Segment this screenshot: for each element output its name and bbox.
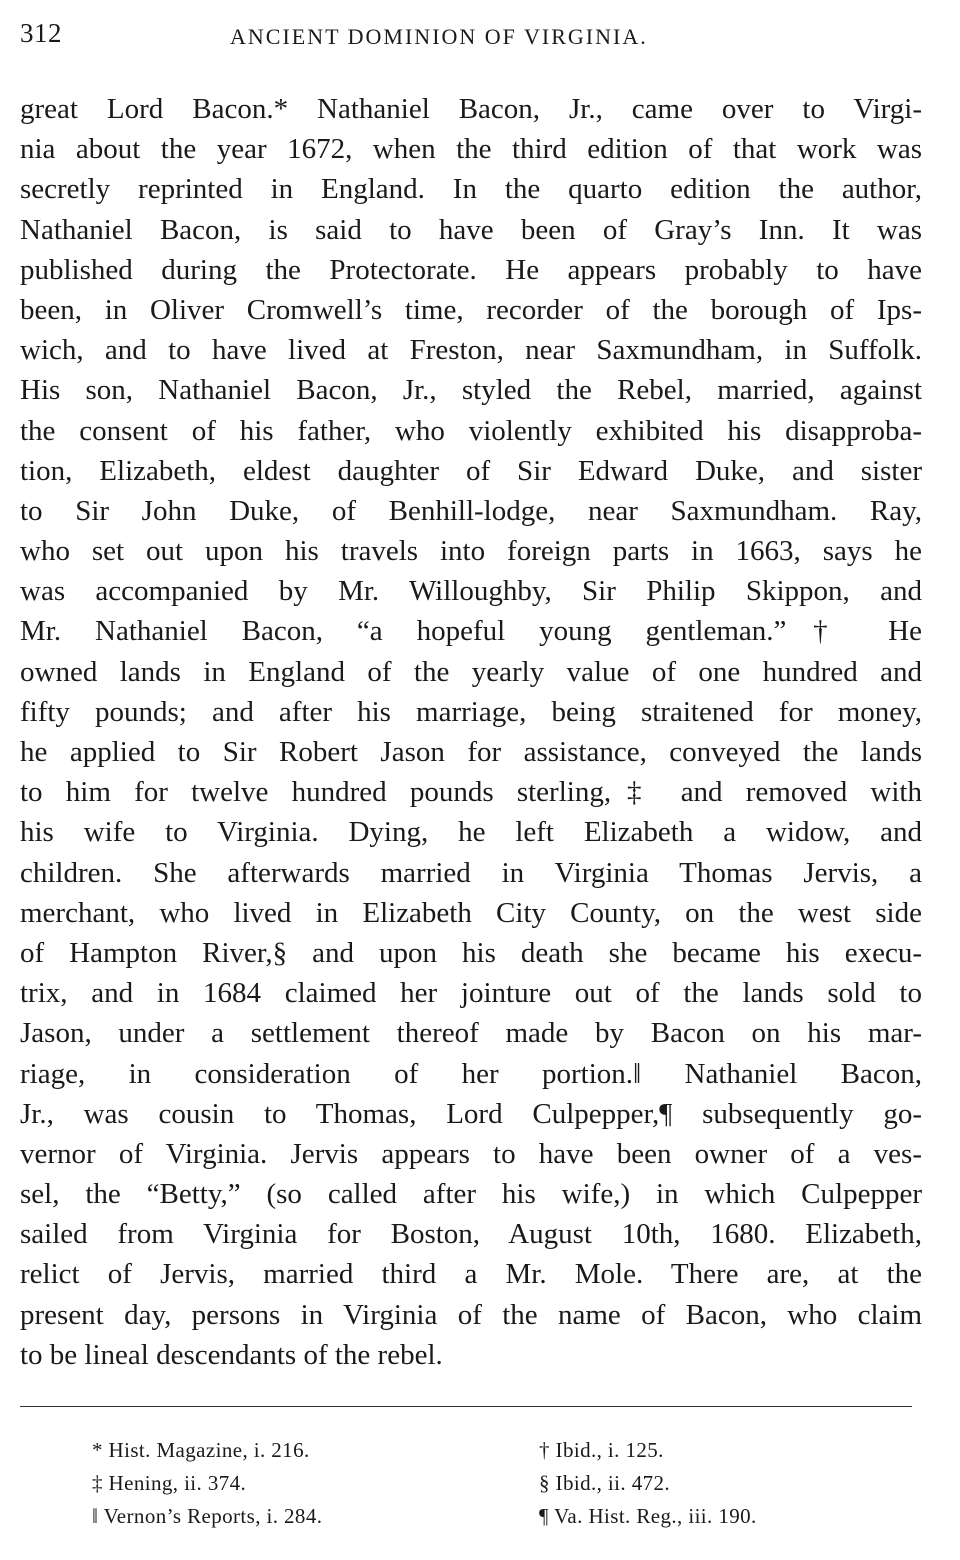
footnotes-left-column (92, 1434, 322, 1533)
text-line: to him for twelve hundred pounds sterling,‡ and removed with (20, 776, 922, 809)
footnote-parallel: ‖ Vernon’s Reports, i. 284. (92, 1504, 323, 1528)
text-line: children. She afterwards married in Virginia Thomas Jervis, a (20, 856, 922, 889)
text-line: of Hampton River,§ and upon his death she became his execu- (20, 936, 922, 969)
text-line: Mr. Nathaniel Bacon, “a hopeful young gentleman.”† He (20, 615, 922, 648)
text-line: sailed from Virginia for Boston, August 10th, 1680. Elizabeth, (20, 1218, 922, 1251)
text-line-last: to be lineal descendants of the rebel. (20, 1338, 443, 1371)
text-line: the consent of his father, who violently exhibited his disapproba- (20, 414, 922, 447)
footnote-pilcrow: ¶ Va. Hist. Reg., iii. 190. (539, 1504, 757, 1528)
text-line: Jason, under a settlement thereof made by Bacon on his mar- (20, 1017, 922, 1050)
footnotes-right-column (539, 1434, 757, 1533)
text-line: vernor of Virginia. Jervis appears to have been owner of a ves- (20, 1137, 922, 1170)
footnote-double-dagger: ‡ Hening, ii. 374. (92, 1471, 247, 1495)
text-line: trix, and in 1684 claimed her jointure out of the lands sold to (20, 977, 922, 1010)
footnote-divider (20, 1406, 912, 1407)
running-title: ANCIENT DOMINION OF VIRGINIA. (230, 24, 648, 49)
text-line: tion, Elizabeth, eldest daughter of Sir Edward Duke, and sister (20, 454, 922, 487)
text-line: been, in Oliver Cromwell’s time, recorder of the borough of Ips- (20, 293, 922, 326)
text-line: Nathaniel Bacon, is said to have been of Gray’s Inn. It was (20, 213, 922, 246)
text-line: merchant, who lived in Elizabeth City County, on the west side (20, 896, 922, 929)
text-line: sel, the “Betty,” (so called after his wife,) in which Culpepper (20, 1178, 922, 1211)
body-text (20, 89, 922, 1375)
text-line: wich, and to have lived at Freston, near Saxmundham, in Suffolk. (20, 334, 922, 367)
text-line: riage, in consideration of her portion.‖ Nathaniel Bacon, (20, 1057, 922, 1090)
text-line: owned lands in England of the yearly value of one hundred and (20, 655, 922, 688)
text-line: relict of Jervis, married third a Mr. Mole. There are, at the (20, 1258, 922, 1291)
text-line: his wife to Virginia. Dying, he left Elizabeth a widow, and (20, 816, 922, 849)
text-line: present day, persons in Virginia of the name of Bacon, who claim (20, 1298, 922, 1331)
text-line: His son, Nathaniel Bacon, Jr., styled the Rebel, married, against (20, 374, 922, 407)
text-line: published during the Protectorate. He appears probably to have (20, 253, 922, 286)
page-number: 312 (20, 18, 62, 48)
text-line: great Lord Bacon.* Nathaniel Bacon, Jr., came over to Virgi- (20, 93, 922, 125)
text-line: who set out upon his travels into foreign parts in 1663, says he (20, 535, 922, 568)
text-line: secretly reprinted in England. In the quarto edition the author, (20, 173, 922, 206)
text-line: was accompanied by Mr. Willoughby, Sir Philip Skippon, and (20, 575, 922, 608)
text-line: to Sir John Duke, of Benhill-lodge, near Saxmundham. Ray, (20, 494, 922, 527)
text-line: fifty pounds; and after his marriage, being straitened for money, (20, 695, 922, 728)
text-line: Jr., was cousin to Thomas, Lord Culpepper,¶ subsequently go- (20, 1097, 922, 1130)
footnote-asterisk: * Hist. Magazine, i. 216. (92, 1438, 310, 1462)
footnote-dagger: † Ibid., i. 125. (539, 1438, 664, 1462)
text-line: he applied to Sir Robert Jason for assistance, conveyed the lands (20, 736, 922, 768)
text-line: nia about the year 1672, when the third edition of that work was (20, 133, 922, 166)
footnote-section: § Ibid., ii. 472. (539, 1471, 671, 1495)
